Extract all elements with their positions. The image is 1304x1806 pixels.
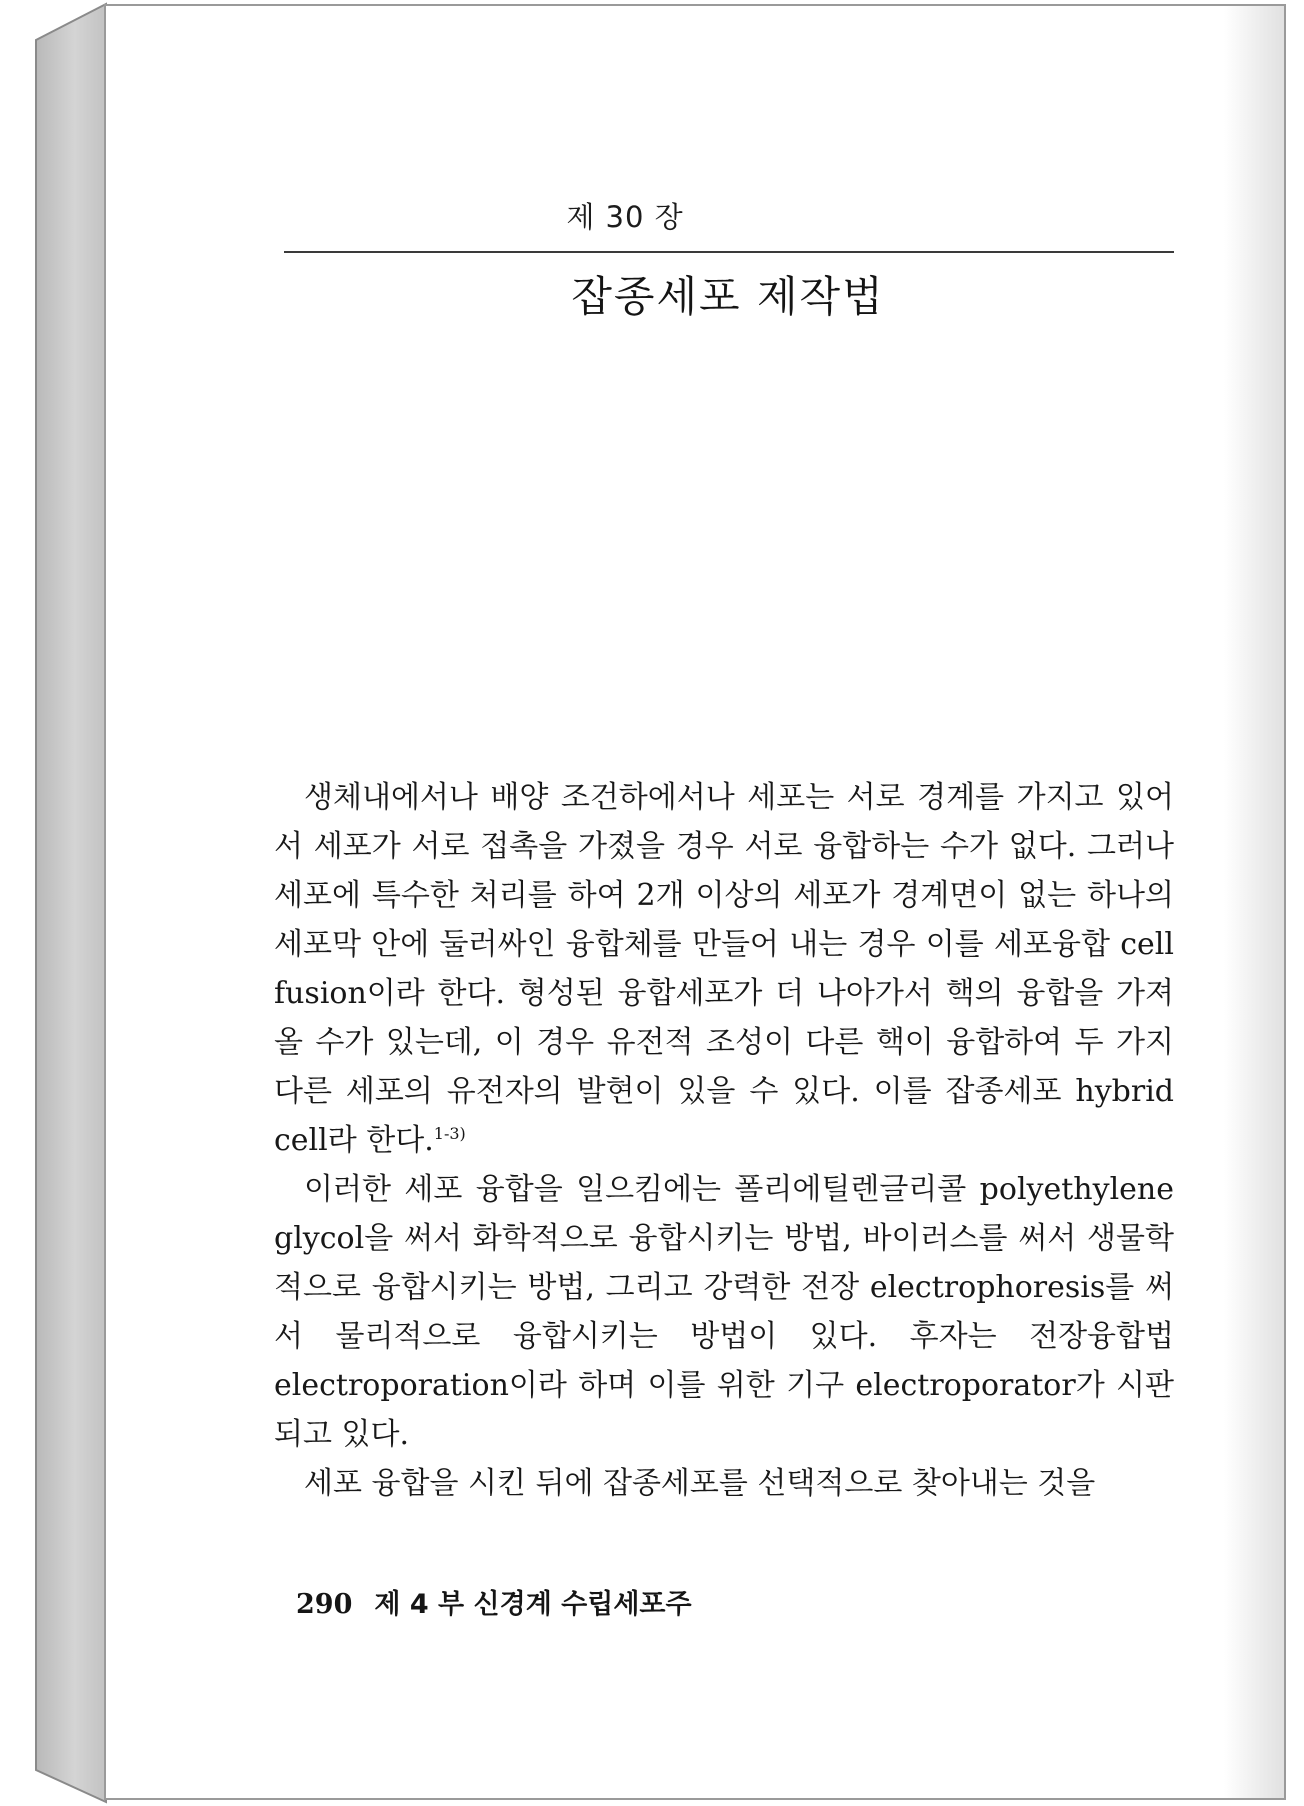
paragraph-1	[274, 773, 1174, 1165]
paragraph-1-text: 생체내에서나 배양 조건하에서나 세포는 서로 경계를 가지고 있어서 세포가 서로 접촉을 가졌을 경우 서로 융합하는 수가 없다. 그러나 세포에 특수한 처리를 하여 2개 이상의 세포가 경계면이 없는 하나의 세포막 안에 둘러싸인 융합체를 만들어 내는 경우 이를 세포융합 cell fusion이라 한다. 형성된 융합세포가 더 나아가서 핵의 융합을 가져올 수가 있는데, 이 경우 유전적 조성이 다른 핵이 융합하여 두 가지 다른 세포의 유전자의 발현이 있을 수 있다. 이를 잡종세포 hybrid cell라 한다.	[274, 780, 1174, 1158]
chapter-title: 잡종세포 제작법	[571, 272, 885, 321]
body-text	[274, 773, 1174, 1508]
chapter-number: 제 30 장	[566, 200, 684, 234]
paragraph-2: 이러한 세포 융합을 일으킴에는 폴리에틸렌글리콜 polyethylene glycol을 써서 화학적으로 융합시키는 방법, 바이러스를 써서 생물학적으로 융합시키는 방법, 그리고 강력한 전장 electrophoresis를 써서 물리적으로 융합시키는 방법이 있다. 후자는 전장융합법 electroporation이라 하며 이를 위한 기구 electroporator가 시판되고 있다.	[274, 1172, 1174, 1452]
paragraph-3: 세포 융합을 시킨 뒤에 잡종세포를 선택적으로 찾아내는 것을	[304, 1466, 1096, 1501]
footnote-reference: 1-3)	[433, 1124, 466, 1143]
page-footer	[296, 1582, 692, 1621]
running-footer-text: 제 4 부 신경계 수립세포주	[374, 1589, 692, 1620]
page-number: 290	[296, 1589, 353, 1620]
chapter-divider	[284, 251, 1174, 253]
